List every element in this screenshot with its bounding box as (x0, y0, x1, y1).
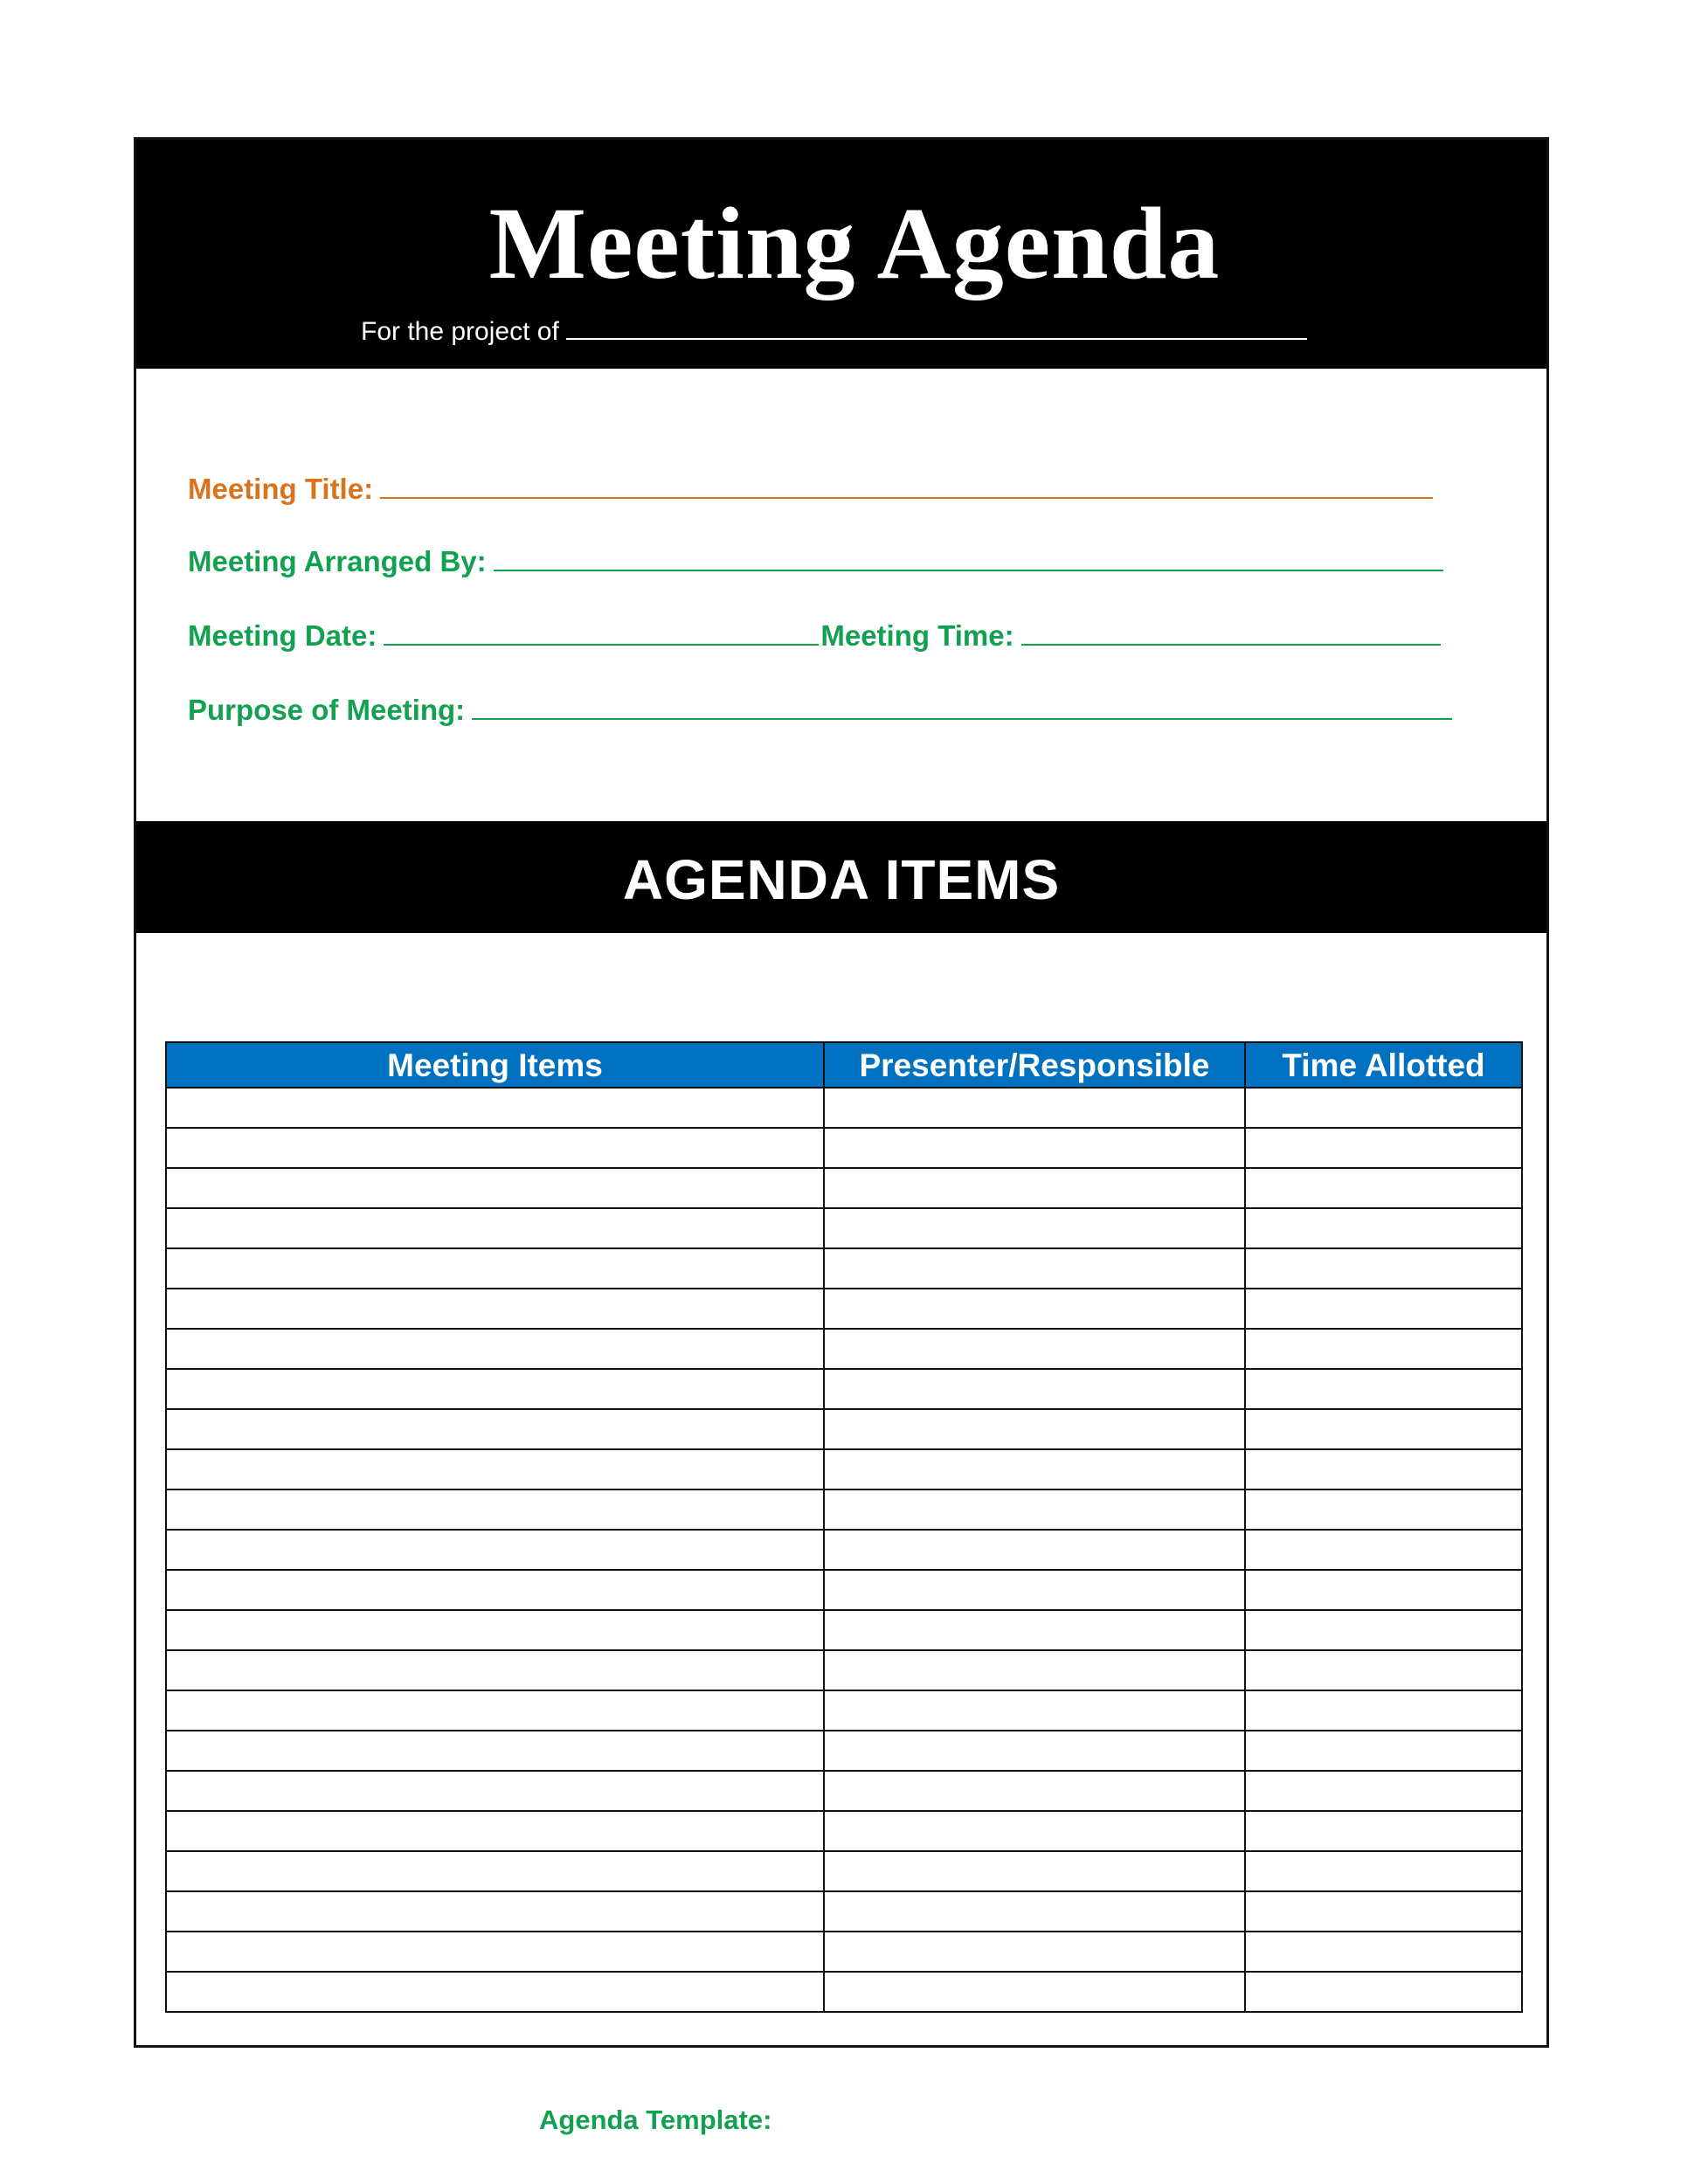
meeting-time-label: Meeting Time: (820, 619, 1014, 652)
column-header-presenter: Presenter/Responsible (824, 1042, 1245, 1088)
table-row (166, 1128, 1522, 1168)
presenter-cell[interactable] (824, 1289, 1245, 1329)
column-header-meeting-items: Meeting Items (166, 1042, 824, 1088)
presenter-cell[interactable] (824, 1891, 1245, 1932)
meeting-item-cell[interactable] (166, 1570, 824, 1610)
time-allotted-cell[interactable] (1245, 1972, 1522, 2012)
table-row (166, 1168, 1522, 1208)
presenter-cell[interactable] (824, 1449, 1245, 1489)
meeting-date-field[interactable] (384, 621, 819, 646)
time-allotted-cell[interactable] (1245, 1731, 1522, 1771)
time-allotted-cell[interactable] (1245, 1891, 1522, 1932)
meeting-item-cell[interactable] (166, 1731, 824, 1771)
meeting-time-field[interactable] (1021, 621, 1441, 646)
meeting-item-cell[interactable] (166, 1891, 824, 1932)
meeting-item-cell[interactable] (166, 1369, 824, 1409)
time-allotted-cell[interactable] (1245, 1369, 1522, 1409)
meeting-item-cell[interactable] (166, 1248, 824, 1289)
meeting-item-cell[interactable] (166, 1088, 824, 1128)
project-subtitle (361, 317, 1307, 345)
time-allotted-cell[interactable] (1245, 1449, 1522, 1489)
time-allotted-cell[interactable] (1245, 1208, 1522, 1248)
meeting-item-cell[interactable] (166, 1489, 824, 1530)
presenter-cell[interactable] (824, 1128, 1245, 1168)
meeting-item-cell[interactable] (166, 1208, 824, 1248)
meeting-item-cell[interactable] (166, 1932, 824, 1972)
meeting-item-cell[interactable] (166, 1690, 824, 1731)
presenter-cell[interactable] (824, 1972, 1245, 2012)
table-row (166, 1811, 1522, 1851)
presenter-cell[interactable] (824, 1851, 1245, 1891)
arranged-by-field[interactable] (494, 547, 1443, 571)
table-row (166, 1409, 1522, 1449)
table-row (166, 1570, 1522, 1610)
time-allotted-cell[interactable] (1245, 1088, 1522, 1128)
agenda-items-banner (136, 821, 1546, 933)
meeting-item-cell[interactable] (166, 1449, 824, 1489)
meeting-title-field[interactable] (380, 474, 1433, 499)
presenter-cell[interactable] (824, 1329, 1245, 1369)
meeting-item-cell[interactable] (166, 1771, 824, 1811)
project-name-field[interactable] (566, 317, 1307, 340)
time-allotted-cell[interactable] (1245, 1771, 1522, 1811)
table-row (166, 1690, 1522, 1731)
table-row (166, 1449, 1522, 1489)
presenter-cell[interactable] (824, 1690, 1245, 1731)
presenter-cell[interactable] (824, 1409, 1245, 1449)
purpose-field[interactable] (472, 695, 1452, 720)
table-row (166, 1489, 1522, 1530)
time-allotted-cell[interactable] (1245, 1650, 1522, 1690)
column-header-time-allotted: Time Allotted (1245, 1042, 1522, 1088)
arranged-by-label: Meeting Arranged By: (188, 545, 487, 577)
time-allotted-cell[interactable] (1245, 1289, 1522, 1329)
presenter-cell[interactable] (824, 1530, 1245, 1570)
presenter-cell[interactable] (824, 1932, 1245, 1972)
table-row (166, 1610, 1522, 1650)
presenter-cell[interactable] (824, 1771, 1245, 1811)
presenter-cell[interactable] (824, 1731, 1245, 1771)
table-row (166, 1289, 1522, 1329)
meeting-item-cell[interactable] (166, 1168, 824, 1208)
meeting-date-label: Meeting Date: (188, 619, 377, 652)
arranged-by-row (188, 547, 1443, 576)
presenter-cell[interactable] (824, 1610, 1245, 1650)
table-row (166, 1329, 1522, 1369)
meeting-item-cell[interactable] (166, 1289, 824, 1329)
date-time-row (188, 621, 1441, 650)
meeting-item-cell[interactable] (166, 1972, 824, 2012)
time-allotted-cell[interactable] (1245, 1690, 1522, 1731)
header-banner (136, 140, 1546, 369)
time-allotted-cell[interactable] (1245, 1168, 1522, 1208)
agenda-table-header (166, 1042, 1522, 1088)
time-allotted-cell[interactable] (1245, 1932, 1522, 1972)
presenter-cell[interactable] (824, 1811, 1245, 1851)
meeting-item-cell[interactable] (166, 1851, 824, 1891)
table-row (166, 1369, 1522, 1409)
presenter-cell[interactable] (824, 1168, 1245, 1208)
presenter-cell[interactable] (824, 1489, 1245, 1530)
table-row (166, 1248, 1522, 1289)
table-row (166, 1208, 1522, 1248)
agenda-form (134, 137, 1549, 2048)
table-row (166, 1530, 1522, 1570)
time-allotted-cell[interactable] (1245, 1811, 1522, 1851)
time-allotted-cell[interactable] (1245, 1409, 1522, 1449)
table-row (166, 1731, 1522, 1771)
table-row (166, 1851, 1522, 1891)
table-row (166, 1891, 1522, 1932)
table-row (166, 1650, 1522, 1690)
meeting-item-cell[interactable] (166, 1650, 824, 1690)
page-title: Meeting Agenda (488, 186, 1221, 301)
time-allotted-cell[interactable] (1245, 1570, 1522, 1610)
meeting-item-cell[interactable] (166, 1610, 824, 1650)
meeting-title-label: Meeting Title: (188, 473, 374, 505)
presenter-cell[interactable] (824, 1248, 1245, 1289)
table-row (166, 1932, 1522, 1972)
project-label: For the project of (361, 317, 559, 346)
meeting-title-row (188, 474, 1433, 503)
table-row (166, 1972, 1522, 2012)
time-allotted-cell[interactable] (1245, 1128, 1522, 1168)
purpose-label: Purpose of Meeting: (188, 694, 466, 726)
time-allotted-cell[interactable] (1245, 1530, 1522, 1570)
time-allotted-cell[interactable] (1245, 1248, 1522, 1289)
agenda-items-heading: AGENDA ITEMS (622, 848, 1061, 911)
time-allotted-cell[interactable] (1245, 1851, 1522, 1891)
meeting-item-cell[interactable] (166, 1530, 824, 1570)
meeting-item-cell[interactable] (166, 1329, 824, 1369)
purpose-row (188, 695, 1452, 724)
time-allotted-cell[interactable] (1245, 1610, 1522, 1650)
presenter-cell[interactable] (824, 1088, 1245, 1128)
meeting-item-cell[interactable] (166, 1128, 824, 1168)
footer-label: Agenda Template: (539, 2105, 772, 2135)
table-row (166, 1771, 1522, 1811)
time-allotted-cell[interactable] (1245, 1329, 1522, 1369)
time-allotted-cell[interactable] (1245, 1489, 1522, 1530)
presenter-cell[interactable] (824, 1570, 1245, 1610)
agenda-table (165, 1041, 1523, 2013)
presenter-cell[interactable] (824, 1369, 1245, 1409)
meeting-item-cell[interactable] (166, 1811, 824, 1851)
meeting-item-cell[interactable] (166, 1409, 824, 1449)
table-row (166, 1088, 1522, 1128)
presenter-cell[interactable] (824, 1650, 1245, 1690)
presenter-cell[interactable] (824, 1208, 1245, 1248)
